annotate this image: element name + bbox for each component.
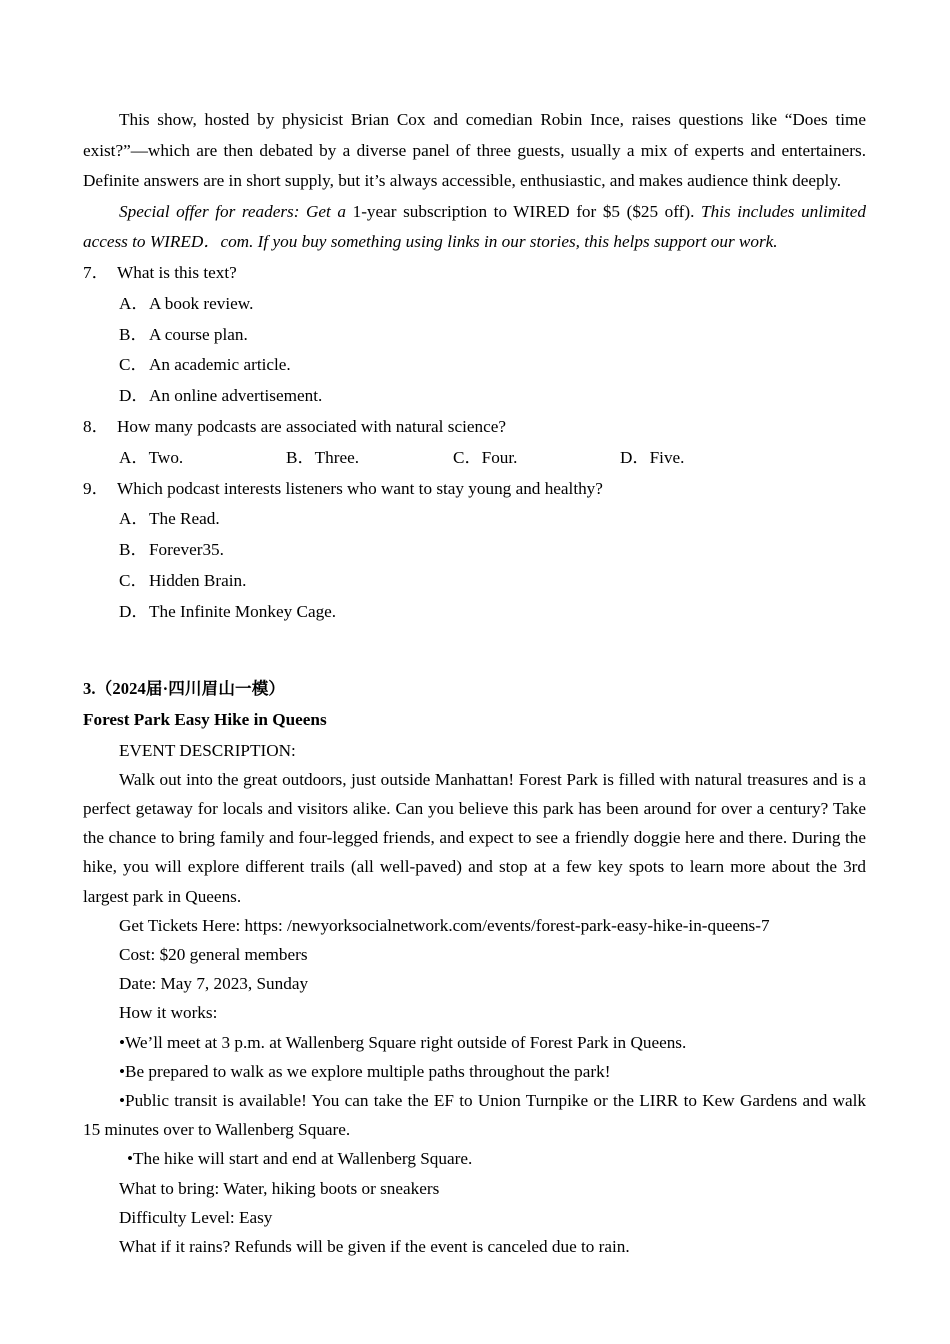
question-8-option-d[interactable] [620,443,684,474]
section-3-heading: 3.（2024届·四川眉山一模） [83,678,286,698]
option-text: Hidden Brain. [149,570,247,590]
question-9 [83,474,866,505]
option-text: A course plan. [149,324,248,344]
section-spacer [83,628,866,674]
option-letter: D． [119,601,149,621]
option-text: Two. [148,447,184,467]
special-offer-italic-tail: This includes unlimited access to WIRED．com. If you buy something using links in our stories, this helps support our work. [83,201,866,252]
question-9-option-b[interactable] [83,535,866,566]
option-letter: C． [119,570,148,590]
option-letter: C． [453,447,482,467]
event-description-label: EVENT DESCRIPTION: [119,740,296,760]
option-text: Forever35. [149,540,224,560]
option-text: A book review. [149,293,254,313]
passage-paragraph-1: This show, hosted by physicist Brian Cox and comedian Robin Ince, raises questions like “Does time exist?”—which are then debated by a diverse panel of three guests, usually a mix of experts and entertainers. Definite answers are in short supply, but it’s always accessible, enthusiastic, and makes audience think deeply. [83,110,866,191]
question-7-stem: What is this text? [117,262,237,282]
option-text: The Infinite Monkey Cage. [149,601,337,621]
option-text: Three. [314,447,360,467]
special-offer-roman-mid: 1-year subscription to WIRED for $5 ($25 off). [346,201,695,221]
question-7 [83,258,866,289]
question-8-option-a[interactable] [119,443,286,474]
question-8-option-c[interactable] [453,443,620,474]
question-9-option-a[interactable] [83,504,866,535]
question-7-number: 7． [83,262,109,282]
option-letter: C． [119,355,148,375]
option-text: An online advertisement. [149,386,323,406]
tickets-line: Get Tickets Here: https: /newyorksocialnetwork.com/events/forest-park-easy-hike-in-queens-7 [119,915,770,935]
option-letter: A． [119,293,149,313]
option-letter: D． [620,447,650,467]
what-to-bring-line: What to bring: Water, hiking boots or sneakers [119,1178,440,1198]
how-it-works-label: How it works: [119,1003,218,1023]
option-letter: A． [119,509,149,529]
special-offer-italic-lead: Special offer for readers: Get a [119,201,347,221]
option-letter: B． [119,540,148,560]
question-9-option-d[interactable] [83,597,866,628]
question-7-option-d[interactable] [83,381,866,412]
question-9-number: 9． [83,478,109,498]
bullet-item: •We’ll meet at 3 p.m. at Wallenberg Square right outside of Forest Park in Queens. [119,1032,687,1052]
rain-policy-line: What if it rains? Refunds will be given if the event is canceled due to rain. [119,1236,630,1256]
option-letter: B． [286,447,315,467]
date-line: Date: May 7, 2023, Sunday [119,974,309,994]
question-9-stem: Which podcast interests listeners who want to stay young and healthy? [117,478,603,498]
option-letter: A． [119,447,149,467]
bullet-item: •Be prepared to walk as we explore multiple paths throughout the park! [119,1061,611,1081]
option-text: The Read. [149,509,220,529]
question-9-option-c[interactable] [83,566,866,597]
option-text: An academic article. [149,355,291,375]
event-description-body: Walk out into the great outdoors, just outside Manhattan! Forest Park is filled with natural treasures and is a perfect getaway for locals and visitors alike. Can you believe this park has been around for over a century? Take the chance to bring family and four-legged friends, and expect to see a friendly doggie here and there. During the hike, you will explore different trails (all well-paved) and stop at a few key spots to learn more about the 3rd largest park in Queens. [83,769,866,906]
bullet-item: •The hike will start and end at Wallenberg Square. [127,1149,473,1169]
cost-line: Cost: $20 general members [119,944,308,964]
question-8 [83,412,866,443]
option-text: Four. [481,447,518,467]
bullet-item: •Public transit is available! You can take the EF to Union Turnpike or the LIRR to Kew Gardens and walk 15 minutes over to Wallenberg Square. [83,1090,866,1140]
option-text: Five. [649,447,685,467]
text-column [83,105,866,1261]
question-7-option-a[interactable] [83,289,866,320]
difficulty-line: Difficulty Level: Easy [119,1207,273,1227]
question-8-options [83,443,866,474]
question-7-option-b[interactable] [83,320,866,351]
question-8-option-b[interactable] [286,443,453,474]
question-7-option-c[interactable] [83,350,866,381]
question-8-stem: How many podcasts are associated with natural science? [117,416,506,436]
question-8-number: 8． [83,416,109,436]
section-3-title: Forest Park Easy Hike in Queens [83,710,327,730]
option-letter: D． [119,386,149,406]
option-letter: B． [119,324,148,344]
passage-paragraph-2 [83,197,866,258]
